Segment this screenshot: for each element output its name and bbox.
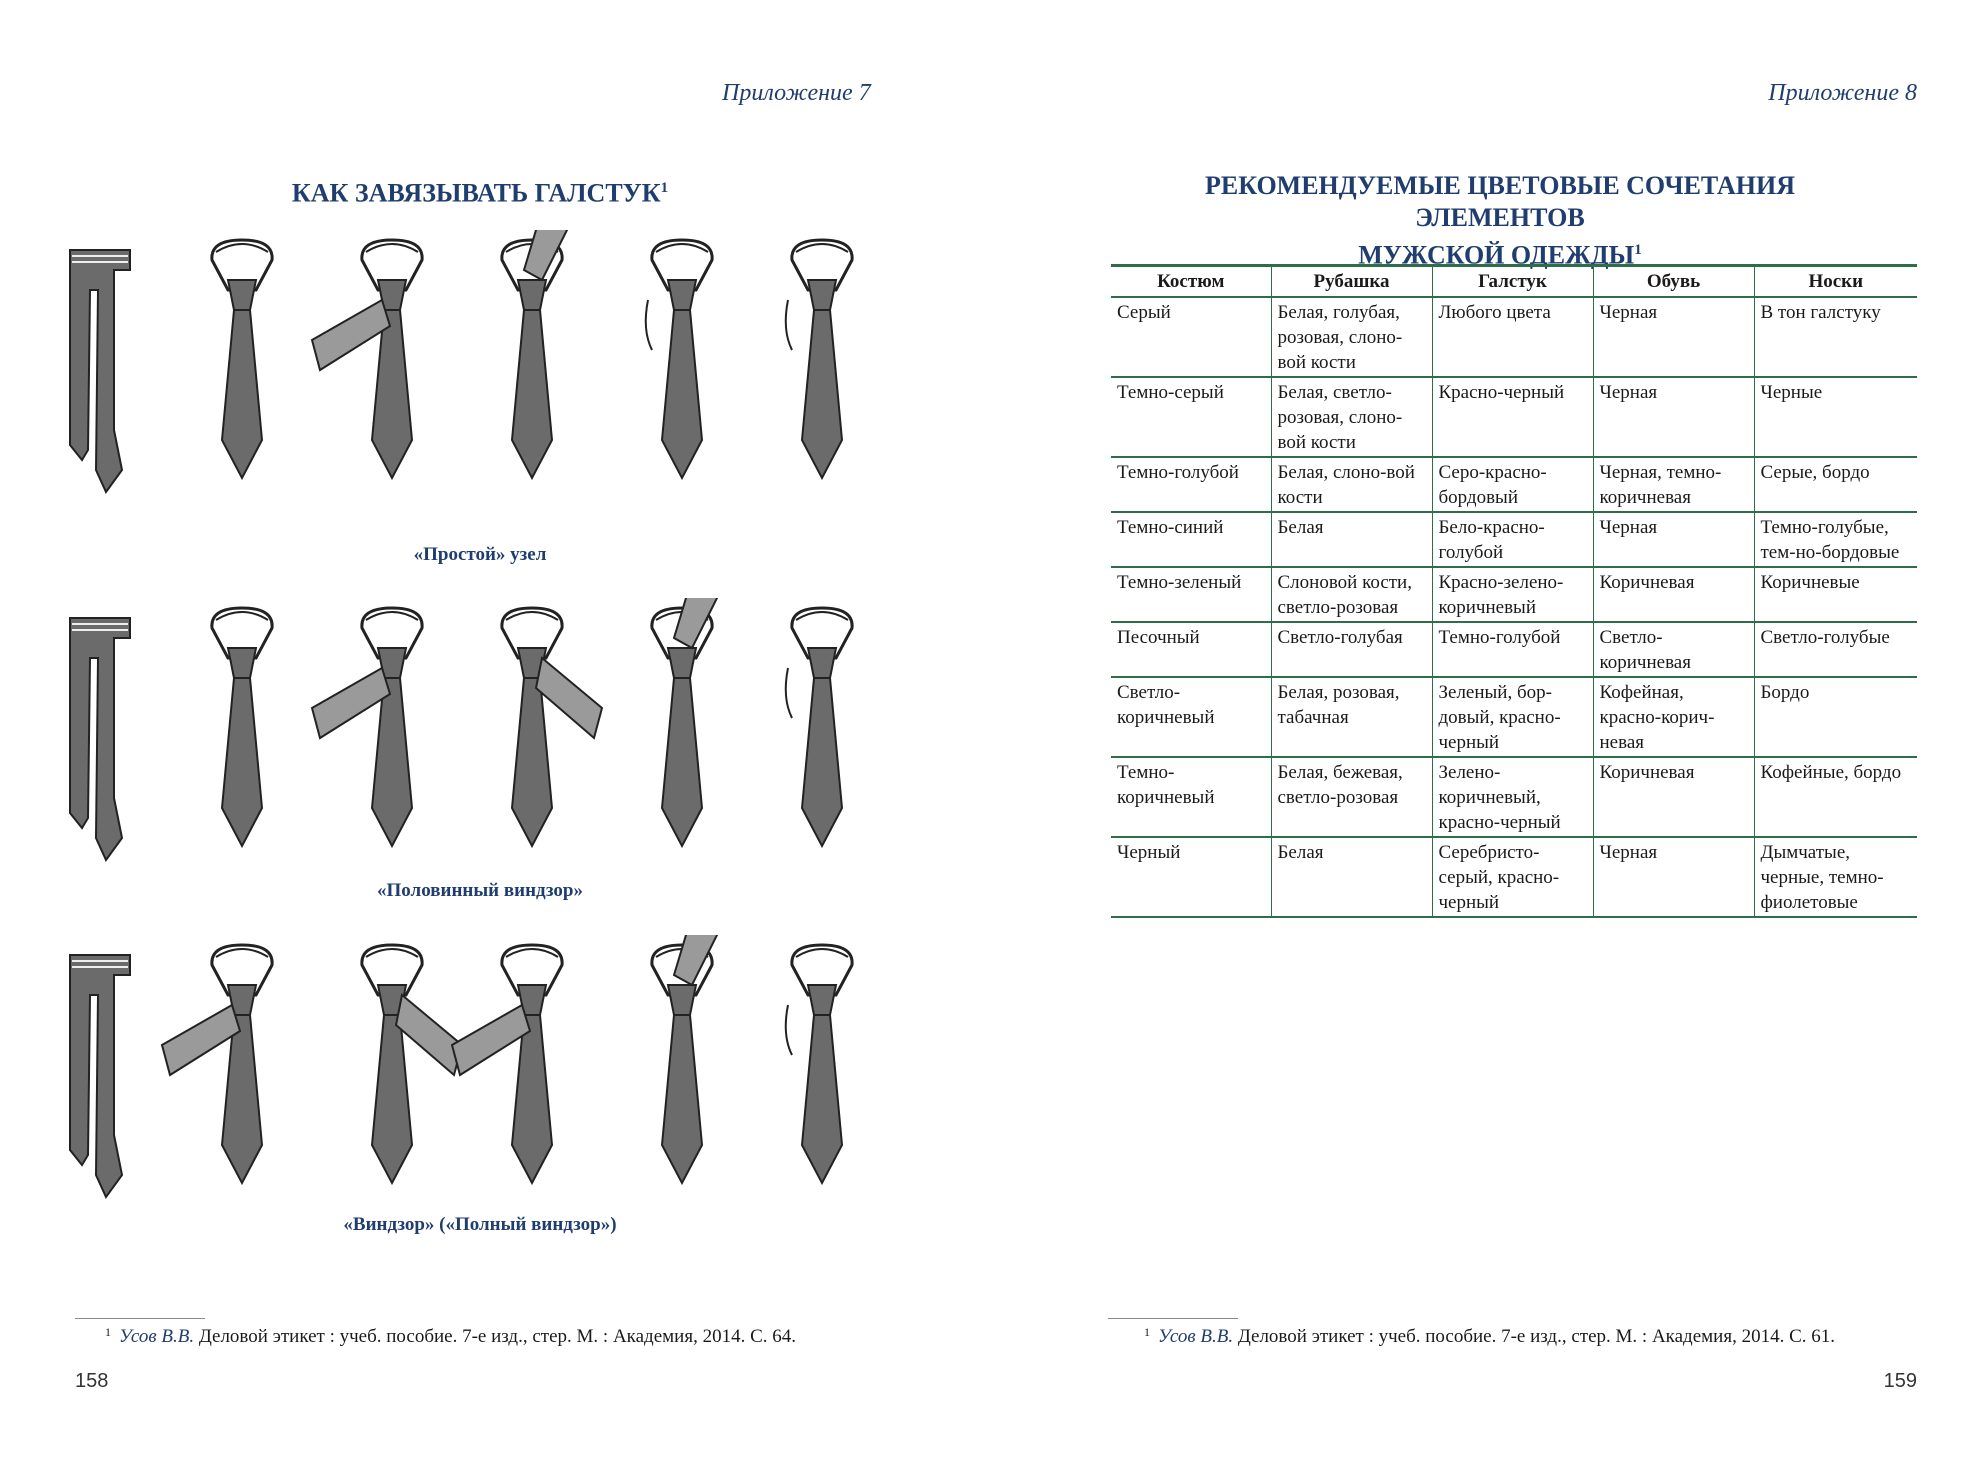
table-cell: Коричневая xyxy=(1593,757,1754,837)
table-cell: Белая xyxy=(1271,512,1432,567)
tie-step-icon xyxy=(212,240,272,478)
color-combination-table xyxy=(1111,264,1917,918)
tie-step-icon xyxy=(70,618,130,860)
table-cell: Зеленый, бор-довый, красно-черный xyxy=(1432,677,1593,757)
footnote-mark: 1 xyxy=(105,1325,111,1339)
footnote-divider xyxy=(75,1318,205,1319)
table-cell: Любого цвета xyxy=(1432,297,1593,377)
title-line-2-text: МУЖСКОЙ ОДЕЖДЫ xyxy=(1358,240,1635,270)
table-cell: Песочный xyxy=(1111,622,1271,677)
table-cell: Зелено-коричневый, красно-черный xyxy=(1432,757,1593,837)
table-cell: Белая, голубая, розовая, слоно-вой кости xyxy=(1271,297,1432,377)
table-cell: Белая xyxy=(1271,837,1432,917)
title-line-1: РЕКОМЕНДУЕМЫЕ ЦВЕТОВЫЕ СОЧЕТАНИЯ ЭЛЕМЕНТОВ xyxy=(1205,171,1795,232)
tie-step-icon xyxy=(502,608,602,846)
figure-caption: «Виндзор» («Полный виндзор») xyxy=(343,1214,617,1235)
tie-figure-half-windsor xyxy=(62,598,902,868)
figure-caption: «Простой» узел xyxy=(413,544,547,565)
tie-step-icon xyxy=(502,230,572,478)
table-cell: Светло-коричневый xyxy=(1111,677,1271,757)
table-cell: Кофейная, красно-корич-невая xyxy=(1593,677,1754,757)
tie-step-icon xyxy=(646,240,712,478)
tie-step-icon xyxy=(70,955,130,1197)
table-cell: Красно-черный xyxy=(1432,377,1593,457)
table-cell: Белая, розовая, табачная xyxy=(1271,677,1432,757)
table-cell: Светло-голубая xyxy=(1271,622,1432,677)
table-row xyxy=(1111,677,1917,757)
tie-step-icon xyxy=(652,935,722,1183)
table-cell: Серый xyxy=(1111,297,1271,377)
tie-figure-full-windsor xyxy=(62,935,902,1205)
footnote-text: Деловой этикет : учеб. пособие. 7-е изд., стер. М. : Академия, 2014. С. 61. xyxy=(1233,1326,1835,1347)
table-cell: Белая, бежевая, светло-розовая xyxy=(1271,757,1432,837)
table-cell: Серо-красно-бордовый xyxy=(1432,457,1593,512)
tie-illustration xyxy=(62,598,902,868)
table-cell: Серые, бордо xyxy=(1754,457,1917,512)
table-cell: Черная, темно-коричневая xyxy=(1593,457,1754,512)
tie-step-icon xyxy=(70,250,130,492)
right-page xyxy=(990,0,1979,1469)
appendix-label: Приложение 8 xyxy=(1768,80,1917,106)
tie-step-icon xyxy=(786,945,852,1183)
table-cell: Темно-голубой xyxy=(1432,622,1593,677)
table-header-row xyxy=(1111,266,1917,298)
tie-step-icon xyxy=(786,240,852,478)
table-cell: Светло-коричневая xyxy=(1593,622,1754,677)
table-cell: Темно-серый xyxy=(1111,377,1271,457)
page-title xyxy=(250,172,710,210)
footnote-author: Усов В.В. xyxy=(1158,1326,1234,1347)
footnote-text: Деловой этикет : учеб. пособие. 7-е изд., стер. М. : Академия, 2014. С. 64. xyxy=(194,1326,796,1347)
table-cell: Белая, светло-розовая, слоно-вой кости xyxy=(1271,377,1432,457)
footnote-mark: 1 xyxy=(1634,242,1642,258)
tie-illustration xyxy=(62,935,902,1205)
table-cell: Темно-коричневый xyxy=(1111,757,1271,837)
tie-step-icon xyxy=(362,945,462,1183)
column-header: Носки xyxy=(1754,266,1917,298)
table-cell: Коричневые xyxy=(1754,567,1917,622)
column-header: Рубашка xyxy=(1271,266,1432,298)
tie-step-icon xyxy=(212,608,272,846)
table-cell: Красно-зелено-коричневый xyxy=(1432,567,1593,622)
page-title xyxy=(1120,170,1880,272)
table-body xyxy=(1111,297,1917,917)
table-row xyxy=(1111,377,1917,457)
table-cell: Светло-голубые xyxy=(1754,622,1917,677)
table-cell: Дымчатые, черные, темно-фиолетовые xyxy=(1754,837,1917,917)
table-row xyxy=(1111,757,1917,837)
table-cell: Черная xyxy=(1593,297,1754,377)
table-cell: Черная xyxy=(1593,837,1754,917)
table-cell: Серебристо-серый, красно-черный xyxy=(1432,837,1593,917)
tie-step-icon xyxy=(312,240,422,478)
table-row xyxy=(1111,622,1917,677)
footnote-mark: 1 xyxy=(660,180,669,196)
table-cell: Темно-синий xyxy=(1111,512,1271,567)
column-header: Галстук xyxy=(1432,266,1593,298)
table-cell: Кофейные, бордо xyxy=(1754,757,1917,837)
page-number: 158 xyxy=(75,1370,109,1392)
tie-illustration xyxy=(62,230,902,500)
table-cell: Черная xyxy=(1593,377,1754,457)
table-row xyxy=(1111,297,1917,377)
footnote-author: Усов В.В. xyxy=(119,1326,195,1347)
column-header: Обувь xyxy=(1593,266,1754,298)
footnote xyxy=(105,1325,796,1348)
table-cell: Бордо xyxy=(1754,677,1917,757)
table-cell: Темно-голубые, тем-но-бордовые xyxy=(1754,512,1917,567)
tie-step-icon xyxy=(452,945,562,1183)
tie-step-icon xyxy=(162,945,272,1183)
table-cell: Темно-зеленый xyxy=(1111,567,1271,622)
table-cell: Слоновой кости, светло-розовая xyxy=(1271,567,1432,622)
title-text: КАК ЗАВЯЗЫВАТЬ ГАЛСТУК xyxy=(291,178,661,208)
table-row xyxy=(1111,457,1917,512)
column-header: Костюм xyxy=(1111,266,1271,298)
table-row xyxy=(1111,837,1917,917)
tie-step-icon xyxy=(312,608,422,846)
footnote-mark: 1 xyxy=(1144,1325,1150,1339)
tie-figure-simple-knot xyxy=(62,230,902,500)
footnote xyxy=(1144,1325,1835,1348)
tie-step-icon xyxy=(786,608,852,846)
footnote-divider xyxy=(1108,1318,1238,1319)
page-number: 159 xyxy=(1883,1370,1917,1392)
appendix-label: Приложение 7 xyxy=(722,80,871,106)
table-cell: Коричневая xyxy=(1593,567,1754,622)
table-cell: Темно-голубой xyxy=(1111,457,1271,512)
table-row xyxy=(1111,512,1917,567)
table-cell: Черный xyxy=(1111,837,1271,917)
table-cell: Бело-красно-голубой xyxy=(1432,512,1593,567)
tie-step-icon xyxy=(652,598,722,846)
figure-caption: «Половинный виндзор» xyxy=(377,880,583,901)
table-row xyxy=(1111,567,1917,622)
table-cell: Черные xyxy=(1754,377,1917,457)
table-cell: Белая, слоно-вой кости xyxy=(1271,457,1432,512)
table-cell: В тон галстуку xyxy=(1754,297,1917,377)
table-cell: Черная xyxy=(1593,512,1754,567)
